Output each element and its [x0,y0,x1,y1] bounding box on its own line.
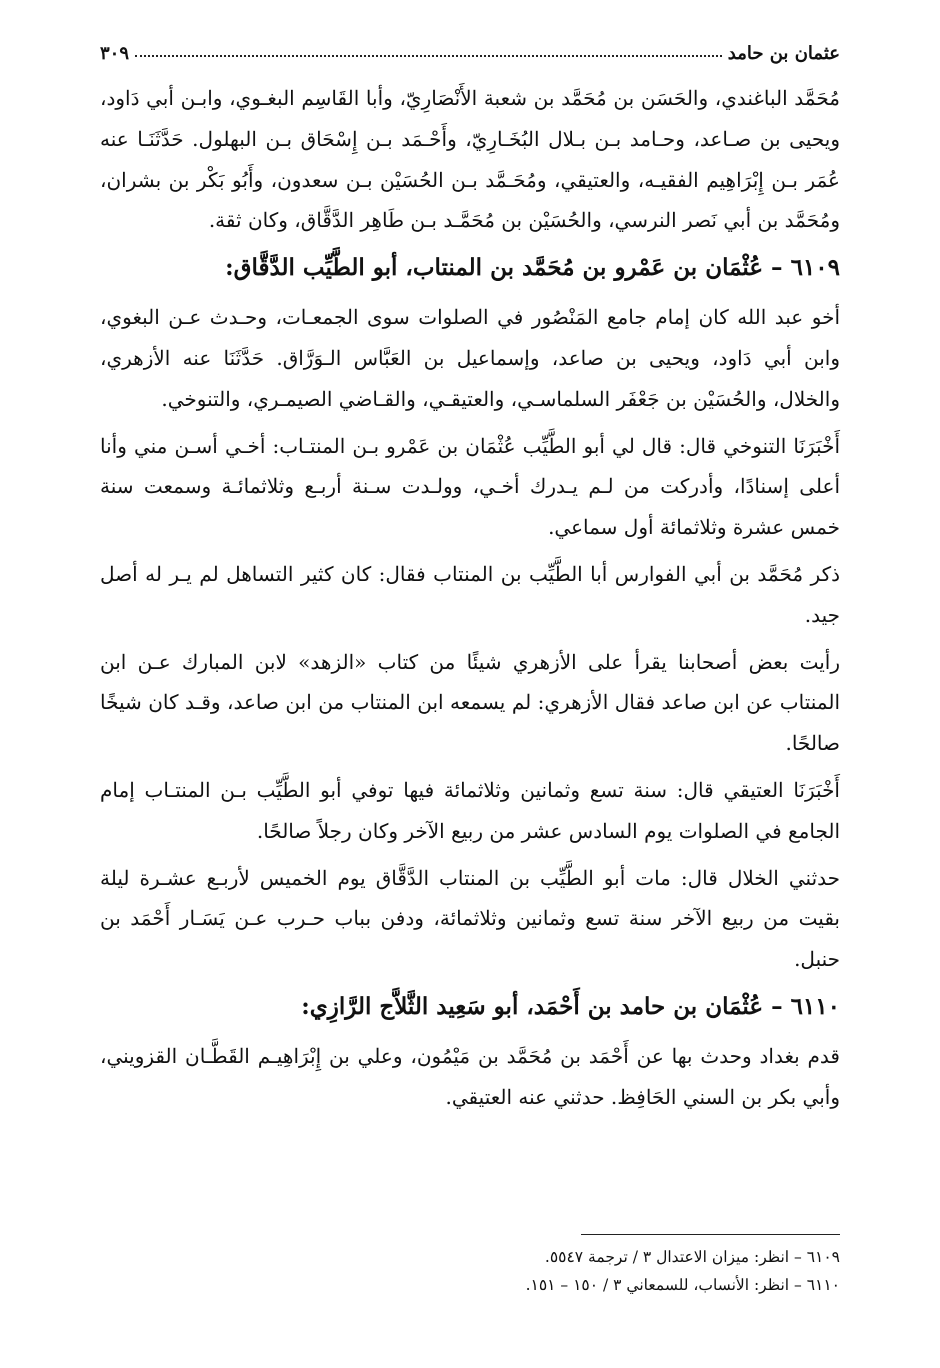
paragraph: أَخْبَرَنَا العتيقي قال: سنة تسع وثمانين وثلاثمائة فيها توفي أبو الطَّيِّب بـن المنتـاب إمام الجامع في الصلوات يوم السادس عشر من ربيع الآخر وكان رجلاً صالحًا. [100,777,840,843]
running-header [100,30,840,64]
paragraph: ذكر مُحَمَّد بن أبي الفوارس أبا الطَّيِّب بن المنتاب فقال: كان كثير التساهل لم يـر له أصل جيد. [100,561,840,627]
paragraph: حدثني الخلال قال: مات أبو الطَّيِّب بن المنتاب الدَّقَّاق يوم الخميس لأربـع عشـرة ليلة بقيت من ربيع الآخر سنة تسع وثمانين وثلاثمائة، ودفن بباب حـرب عـن يَسَـار أَحْمَد بن حنبل. [100,865,840,972]
footnotes [100,1234,840,1299]
paragraph: قدم بغداد وحدث بها عن أَحْمَد بن مُحَمَّد بن مَيْمُون، وعلي بن إِبْرَاهِيـم القَطَّـان القزويني، وأبي بكر بن السني الحَافِظ. حدثني عنه العتيقي. [100,1043,840,1109]
paragraph-continuation: مُحَمَّد الباغندي، والحَسَن بن مُحَمَّد بن شعبة الأَنْصَارِيّ، وأبا القَاسِم البغـوي، وابـن أبي دَاود، ويحيى بن صـاعد، وحـامد بـن بـلال البُخَـارِيّ، وأَحْـمَد بـن إِسْحَاق بـن البهلول. حَدَّثَنَـا عنه عُمَر بـن إِبْرَاهِيم الفقيـه، والعتيقي، ومُحَـمَّد بـن الحُسَيْن بـن سعدون، وأَبُو بَكْر بن بشران، ومُحَمَّد بن أبي نَصر النرسي، والحُسَيْن بن مُحَمَّـد بـن طَاهِر الدَّقَّاق، وكان ثقة. [100,86,840,233]
header-title: عثمان بن حامد [727,43,840,64]
paragraph: أَخْبَرَنَا التنوخي قال: قال لي أبو الطَّيِّب عُثْمَان بن عَمْرو بـن المنتـاب: أخـي أسـن مني وأنا أعلى إسنادًا، وأدركت من لـم يـدرك أخـي، وولـدت سـنة أربـع وثلاثمائـة وسمعت سنة خمس عشرة وثلاثمائة أول سماعي. [100,433,840,540]
footnote-rule [581,1234,840,1235]
header-dot-leader [135,54,722,57]
paragraph: أخو عبد الله كان إمام جامع المَنْصُور في الصلوات سوى الجمعـات، وحـدث عـن البغوي، وابن أبي دَاود، ويحيى بن صاعد، وإسماعيل بن العَبَّاس الـوَرَّاق. حَدَّثَنَا عنه الأزهري، والخلال، والحُسَيْن بن جَعْفَر السلماسـي، والعتيقـي، والقـاضي الصيمـري، والتنوخي. [100,305,840,411]
entry-heading-6110: ٦١١٠ – عُثْمَان بن حامد بن أَحْمَد، أبو سَعِيد الثَّلاَّج الرَّازِي: [301,992,840,1020]
footnote: ٦١١٠ – انظر: الأنساب، للسمعاني ٣ / ١٥٠ – ١٥١. [525,1276,840,1294]
page-number: ٣٠٩ [100,43,130,64]
paragraph: رأيت بعض أصحابنا يقرأ على الأزهري شيئًا من كتاب «الزهد» لابن المبارك عـن ابن المنتاب عن ابن صاعد فقال الأزهري: لم يسمعه ابن المنتاب من ابن صاعد، وقـد كان شيخًا صالحًا. [100,649,840,756]
main-text [100,78,840,1118]
footnote: ٦١٠٩ – انظر: ميزان الاعتدال ٣ / ترجمة ٥٥٤٧. [544,1248,840,1266]
entry-heading-6109: ٦١٠٩ – عُثْمَان بن عَمْرو بن مُحَمَّد بن المنتاب، أبو الطَّيِّب الدَّقَّاق: [225,254,840,282]
